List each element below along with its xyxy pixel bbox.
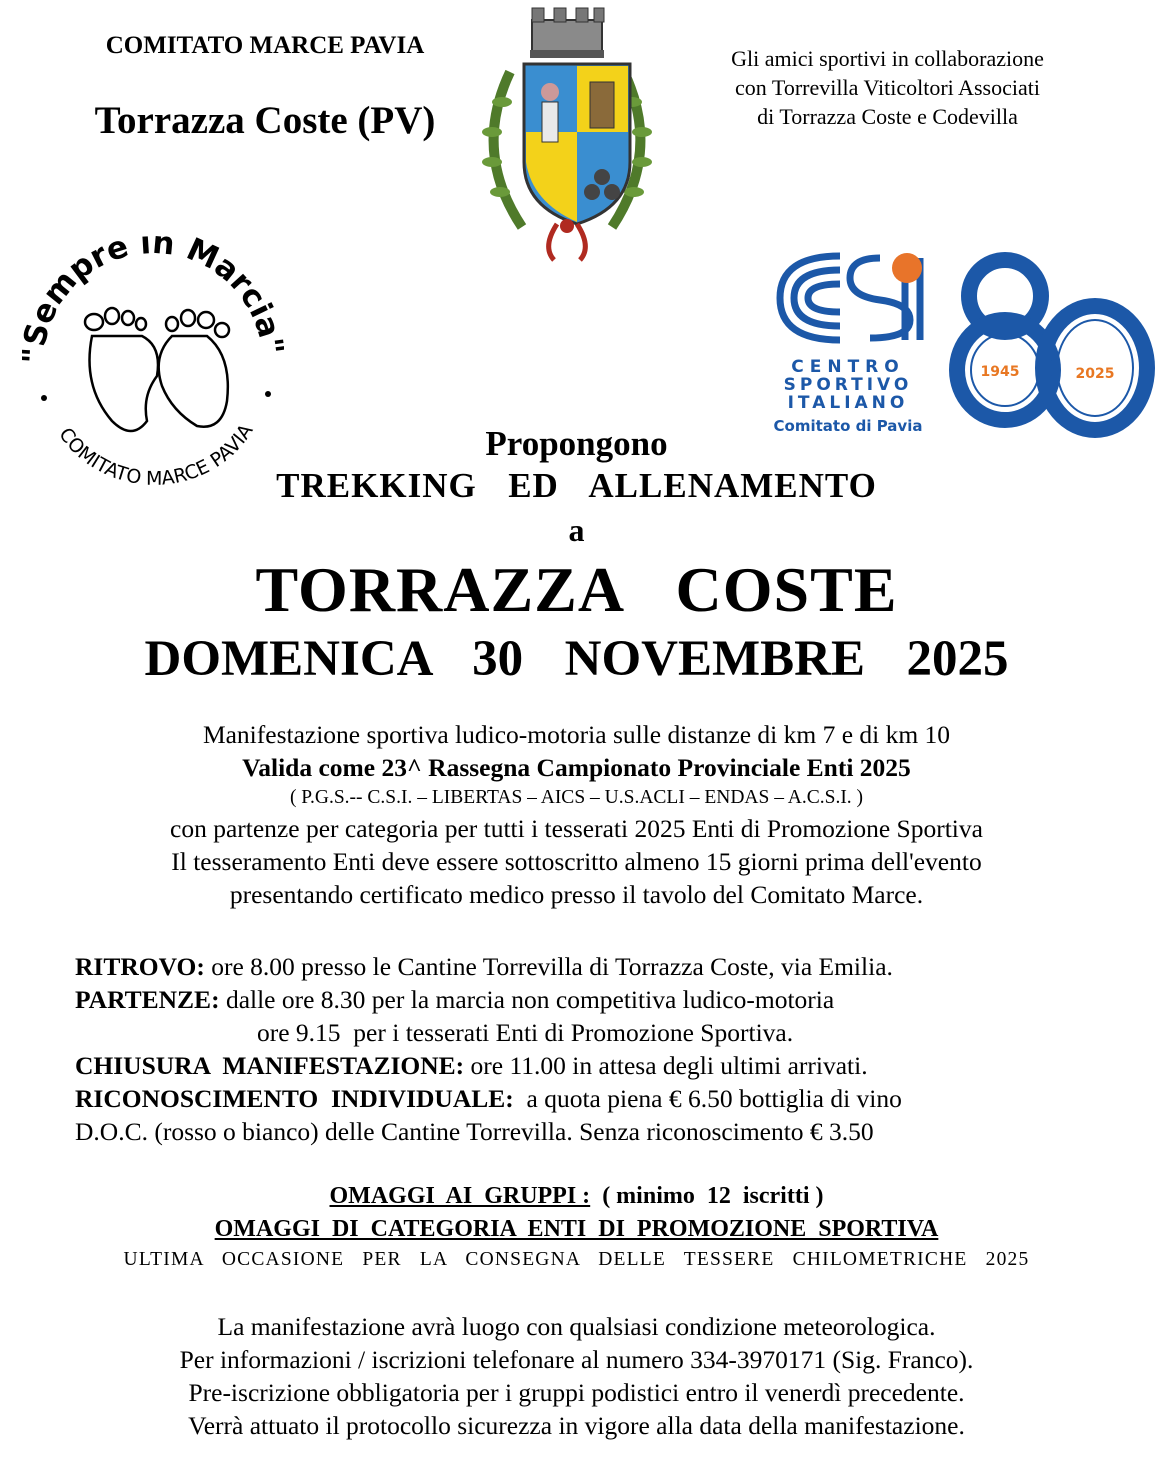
- footer-line: La manifestazione avrà luogo con qualsiasi condizione meteorologica.: [217, 1312, 936, 1341]
- propongono-heading: Propongono: [485, 424, 668, 463]
- ritrovo-label: RITROVO:: [75, 952, 205, 981]
- riconoscimento-text: a quota piena € 6.50 bottiglia di vino: [513, 1084, 902, 1113]
- csi-line: ITALIANO: [787, 393, 909, 413]
- riconoscimento-label: RICONOSCIMENTO INDIVIDUALE:: [75, 1084, 514, 1113]
- sempre-logo-subtitle: COMITATO MARCE PAVIA: [54, 420, 258, 486]
- description-line: Il tesseramento Enti deve essere sottoscritto almeno 15 giorni prima dell'evento: [171, 847, 982, 876]
- event-place-title: TORRAZZA COSTE: [255, 554, 898, 625]
- partenze-row: [75, 983, 1135, 1016]
- description-line: presentando certificato medico presso il tavolo del Comitato Marce.: [229, 880, 924, 909]
- csi-80-anniversary-logo: [770, 248, 1160, 438]
- description-line: Manifestazione sportiva ludico-motoria sulle distanze di km 7 e di km 10: [202, 720, 951, 749]
- riconoscimento-row-2: D.O.C. (rosso o bianco) delle Cantine Torrevilla. Senza riconoscimento € 3.50: [75, 1117, 874, 1146]
- collab-line: con Torrevilla Viticoltori Associati: [735, 75, 1040, 100]
- gifts-section: [0, 1180, 1153, 1274]
- gifts-groups-row: [0, 1180, 1153, 1213]
- partenze-text: dalle ore 8.30 per la marcia non competitiva ludico-motoria: [219, 985, 835, 1014]
- chiusura-label: CHIUSURA MANIFESTAZIONE:: [75, 1051, 465, 1080]
- gifts-category-row: OMAGGI DI CATEGORIA ENTI DI PROMOZIONE SPORTIVA: [214, 1216, 939, 1242]
- gifts-groups-note: ( minimo 12 iscritti ): [590, 1183, 824, 1209]
- footer-notes: [0, 1310, 1153, 1442]
- event-description: [0, 718, 1153, 911]
- csi-line: CENTRO: [791, 357, 905, 377]
- event-type-heading: TREKKING ED ALLENAMENTO: [276, 466, 877, 505]
- collab-line: Gli amici sportivi in collaborazione: [731, 46, 1044, 71]
- partenze-row-2: ore 9.15 per i tesserati Enti di Promozione Sportiva.: [257, 1018, 794, 1047]
- footer-line: Pre-iscrizione obbligatoria per i gruppi podistici entro il venerdì precedente.: [188, 1378, 965, 1407]
- chiusura-text: ore 11.00 in attesa degli ultimi arrivati.: [464, 1051, 868, 1080]
- ritrovo-text: ore 8.00 presso le Cantine Torrevilla di Torrazza Coste, via Emilia.: [204, 952, 893, 981]
- sempre-logo-title: empre in Marcia: [23, 236, 284, 342]
- anniversary-end-year: 2025: [1075, 366, 1115, 382]
- organizer-location: Torrazza Coste (PV): [94, 99, 436, 142]
- footer-line: Verrà attuato il protocollo sicurezza in vigore alla data della manifestazione.: [188, 1411, 965, 1440]
- municipal-crest-icon: [462, 2, 672, 264]
- collab-line: di Torrazza Coste e Codevilla: [757, 104, 1018, 129]
- csi-line: SPORTIVO: [783, 375, 913, 395]
- entities-line: ( P.G.S.-- C.S.I. – LIBERTAS – AICS – U.S.ACLI – ENDAS – A.C.S.I. ): [289, 787, 864, 808]
- riconoscimento-row: [75, 1082, 1135, 1115]
- anniversary-start-year: 1945: [980, 364, 1020, 380]
- partenze-label: PARTENZE:: [75, 985, 220, 1014]
- gifts-groups-label: OMAGGI AI GRUPPI :: [329, 1183, 591, 1209]
- footprints-icon: [85, 308, 229, 431]
- organizer-name: COMITATO MARCE PAVIA: [105, 32, 425, 59]
- collaboration-note: [690, 44, 1085, 131]
- footer-line: Per informazioni / iscrizioni telefonare al numero 334-3970171 (Sig. Franco).: [179, 1345, 974, 1374]
- championship-line: Valida come 23^ Rassegna Campionato Provinciale Enti 2025: [242, 753, 911, 782]
- ritrovo-row: [75, 950, 1135, 983]
- chiusura-row: [75, 1049, 1135, 1082]
- tessere-row: ULTIMA OCCASIONE PER LA CONSEGNA DELLE TESSERE CHILOMETRICHE 2025: [123, 1249, 1030, 1270]
- preposition: a: [568, 512, 585, 548]
- description-line: con partenze per categoria per tutti i tesserati 2025 Enti di Promozione Sportiva: [170, 814, 983, 843]
- csi-comitato: Comitato di Pavia: [773, 417, 923, 435]
- event-date: DOMENICA 30 NOVEMBRE 2025: [144, 631, 1009, 687]
- event-info: [75, 950, 1135, 1148]
